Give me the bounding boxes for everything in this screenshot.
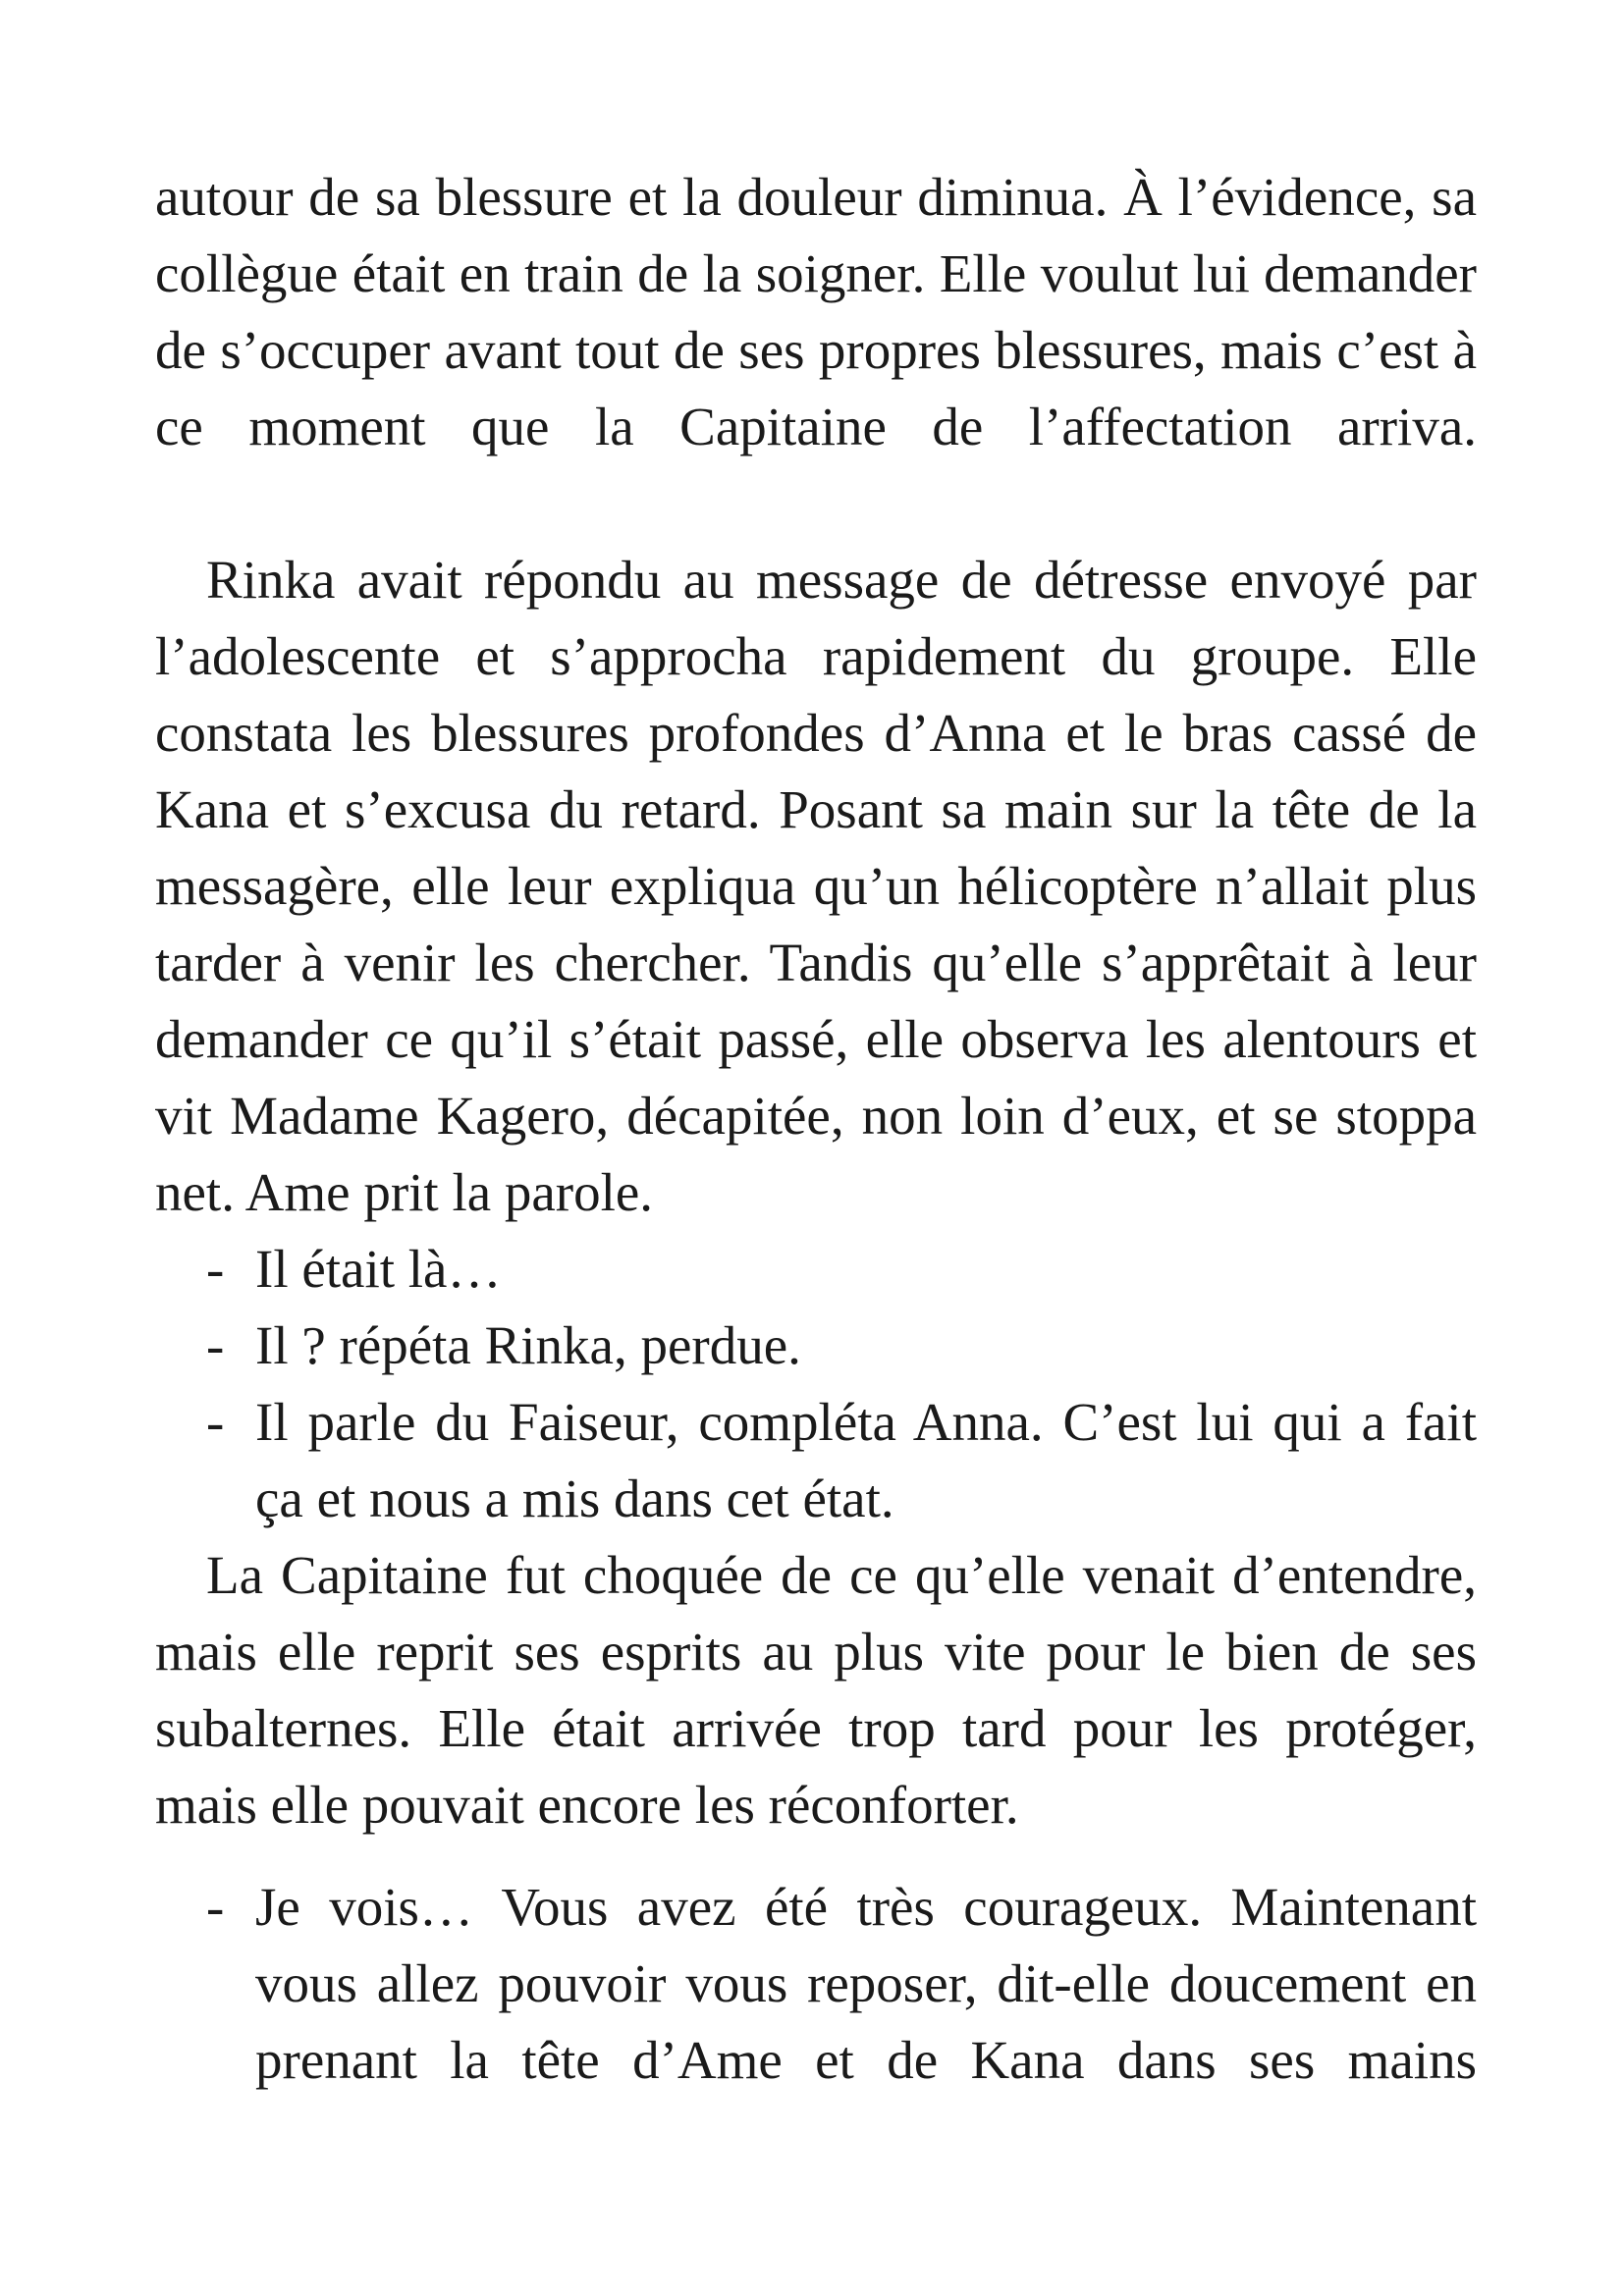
dialogue-text: Il était là… xyxy=(255,1239,502,1299)
dialogue-dash: - xyxy=(206,1239,225,1299)
paragraph-2 xyxy=(155,542,1477,1231)
paragraph-3 xyxy=(155,1537,1477,1843)
dialogue-line-1 xyxy=(206,1231,1477,1308)
dialogue-line-4 xyxy=(206,1869,1477,2099)
dialogue-text: Il parle du Faiseur, compléta Anna. C’est lui qui a fait ça et nous a mis dans cet état. xyxy=(255,1392,1477,1528)
dialogue-text: Je vois… Vous avez été très courageux. Maintenant vous allez pouvoir vous reposer, dit-elle doucement en prenant la tête d’Ame et de Kana dans ses mains xyxy=(255,1877,1477,2090)
paragraph-1-text: autour de sa blessure et la douleur diminua. À l’évidence, sa collègue était en train de la soigner. Elle voulut lui demander de s’occuper avant tout de ses propres blessures, mais c’est à ce moment que la Capitaine de l’affectation arriva. xyxy=(155,167,1477,456)
paragraph-1 xyxy=(155,159,1477,465)
paragraph-3-text: La Capitaine fut choquée de ce qu’elle venait d’entendre, mais elle reprit ses esprits au plus vite pour le bien de ses subalternes. Elle était arrivée trop tard pour les protéger, mais elle pouvait encore les réconforter. xyxy=(155,1545,1477,1835)
dialogue-dash: - xyxy=(206,1877,225,1937)
dialogue-line-2 xyxy=(206,1308,1477,1384)
dialogue-dash: - xyxy=(206,1315,225,1375)
book-page xyxy=(155,0,1477,2296)
paragraph-2-text: Rinka avait répondu au message de détresse envoyé par l’adolescente et s’approcha rapidement du groupe. Elle constata les blessures profondes d’Anna et le bras cassé de Kana et s’excusa du retard. Posant sa main sur la tête de la messagère, elle leur expliqua qu’un hélicoptère n’allait plus tarder à venir les chercher. Tandis qu’elle s’apprêtait à leur demander ce qu’il s’était passé, elle observa les alentours et vit Madame Kagero, décapitée, non loin d’eux, et se stoppa net. Ame prit la parole. xyxy=(155,550,1477,1222)
dialogue-dash: - xyxy=(206,1392,225,1452)
dialogue-text: Il ? répéta Rinka, perdue. xyxy=(255,1315,801,1375)
dialogue-line-3 xyxy=(206,1384,1477,1537)
